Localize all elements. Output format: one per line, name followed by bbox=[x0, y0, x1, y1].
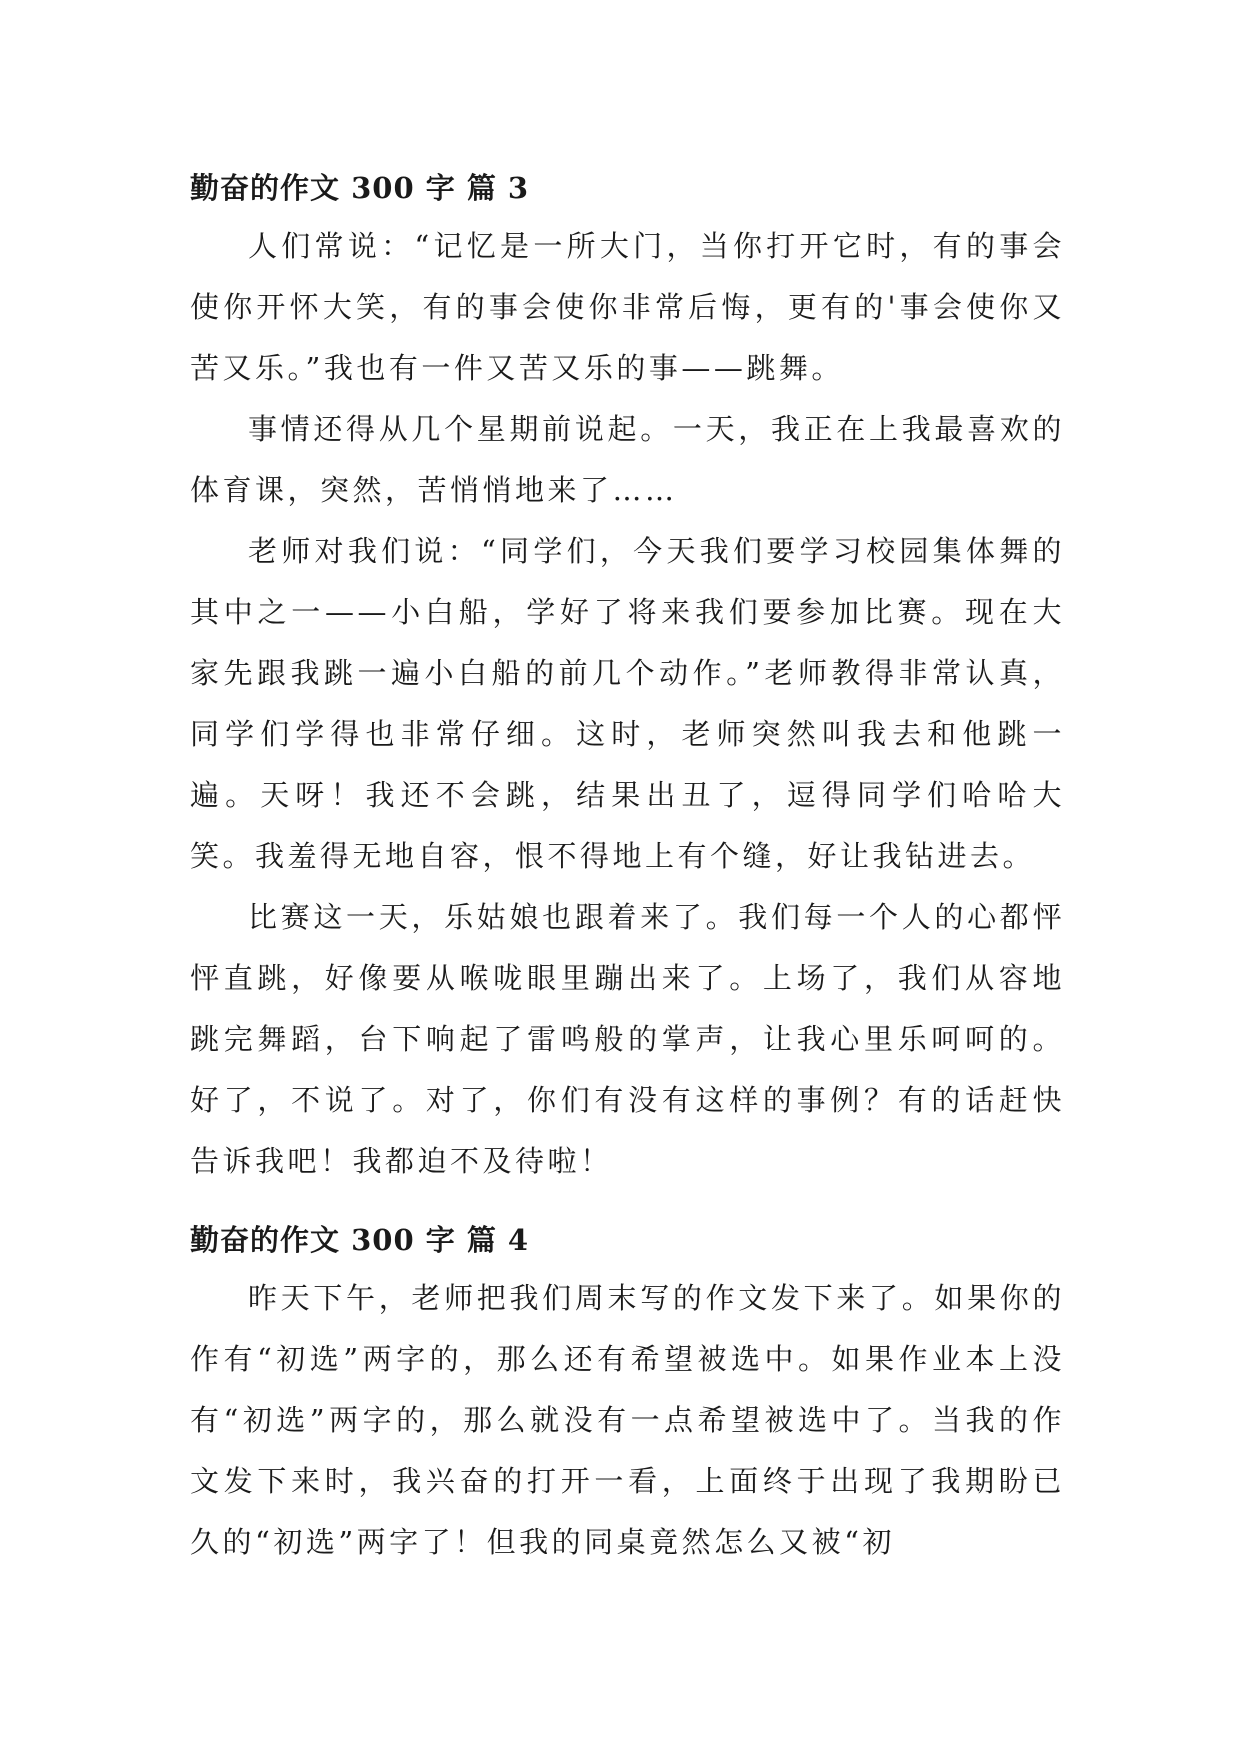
essay-section-3 bbox=[190, 160, 1065, 1192]
essay-paragraph: 比赛这一天，乐姑娘也跟着来了。我们每一个人的心都怦怦直跳，好像要从喉咙眼里蹦出来了。上场了，我们从容地跳完舞蹈，台下响起了雷鸣般的掌声，让我心里乐呵呵的。好了，不说了。对了，你们有没有这样的事例？有的话赶快告诉我吧！我都迫不及待啦！ bbox=[190, 900, 1065, 1178]
essay-section-4 bbox=[190, 1212, 1065, 1573]
essay-paragraph: 事情还得从几个星期前说起。一天，我正在上我最喜欢的体育课，突然，苦悄悄地来了…… bbox=[190, 412, 1065, 507]
essay-title: 勤奋的作文 300 字 篇 4 bbox=[190, 1223, 530, 1257]
essay-paragraph: 昨天下午，老师把我们周末写的作文发下来了。如果你的作有“初选”两字的，那么还有希望被选中。如果作业本上没有“初选”两字的，那么就没有一点希望被选中了。当我的作文发下来时，我兴奋的打开一看，上面终于出现了我期盼已久的“初选”两字了！但我的同桌竟然怎么又被“初 bbox=[190, 1281, 1065, 1559]
essay-paragraph: 人们常说：“记忆是一所大门，当你打开它时，有的事会使你开怀大笑，有的事会使你非常后悔，更有的'事会使你又苦又乐。”我也有一件又苦又乐的事——跳舞。 bbox=[190, 229, 1065, 385]
essay-title: 勤奋的作文 300 字 篇 3 bbox=[190, 171, 530, 205]
essay-paragraph: 老师对我们说：“同学们，今天我们要学习校园集体舞的其中之一——小白船，学好了将来我们要参加比赛。现在大家先跟我跳一遍小白船的前几个动作。”老师教得非常认真，同学们学得也非常仔细。这时，老师突然叫我去和他跳一遍。天呀！我还不会跳，结果出丑了，逗得同学们哈哈大笑。我羞得无地自容，恨不得地上有个缝，好让我钻进去。 bbox=[190, 534, 1065, 873]
